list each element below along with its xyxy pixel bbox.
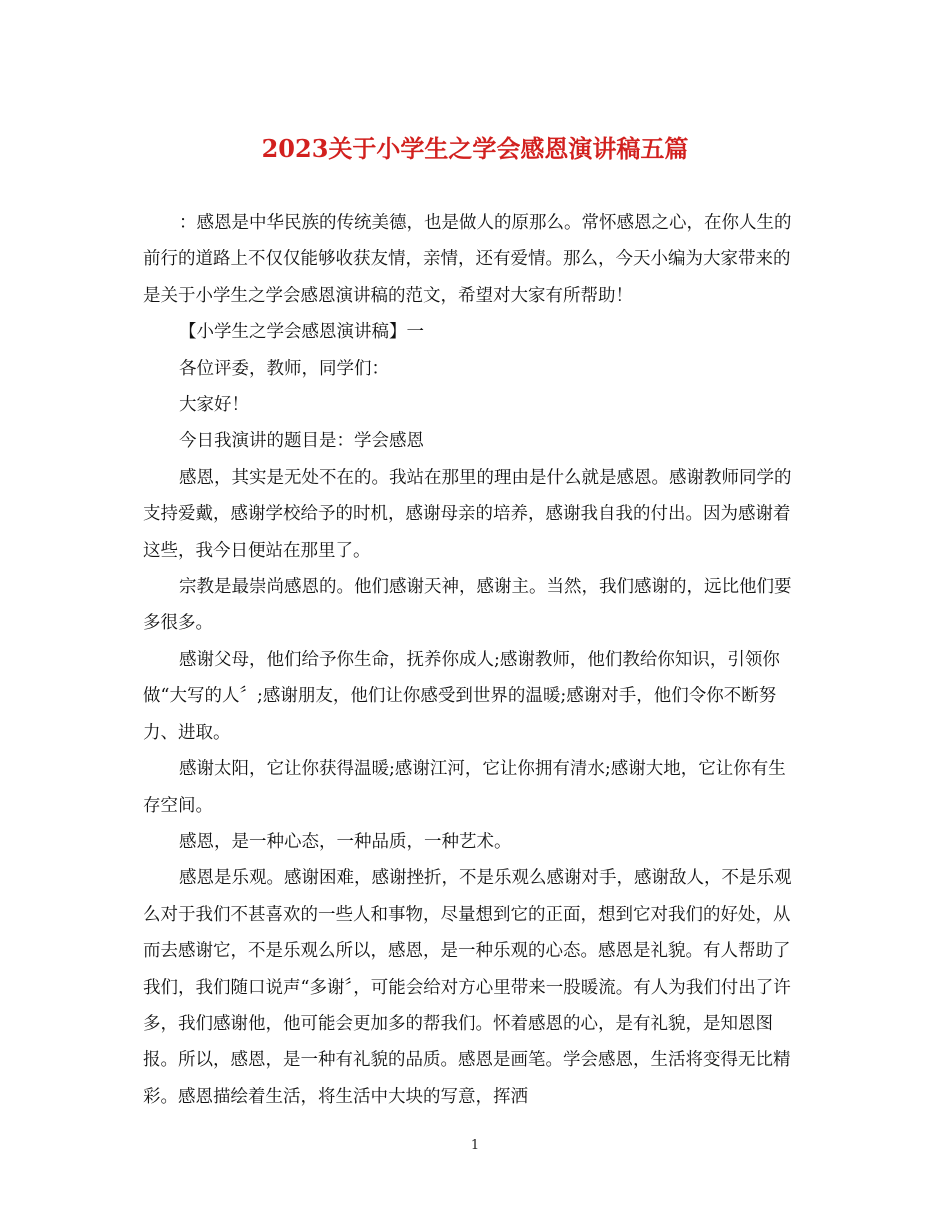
- intro-paragraph: ：感恩是中华民族的传统美德，也是做人的原那么。常怀感恩之心，在你人生的前行的道路上不仅仅能够收获友情，亲情，还有爱情。那么，今天小编为大家带来的是关于小学生之学会感恩演讲稿的范文，希望对大家有所帮助！: [143, 213, 792, 306]
- document-body: [143, 205, 803, 1115]
- body-paragraph: 感恩是乐观。感谢困难，感谢挫折，不是乐观么感谢对手，感谢敌人，不是乐观么对于我们不甚喜欢的一些人和事物，尽量想到它的正面，想到它对我们的好处，从而去感谢它，不是乐观么所以，感恩，是一种乐观的心态。感恩是礼貌。有人帮助了我们，我们随口说声“多谢〞，可能会给对方心里带来一股暖流。有人为我们付出了许多，我们感谢他，他可能会更加多的帮我们。怀着感恩的心，是有礼貌，是知恩图报。所以，感恩，是一种有礼貌的品质。感恩是画笔。学会感恩，生活将变得无比精彩。感恩描绘着生活，将生活中大块的写意，挥洒: [143, 868, 792, 1107]
- salutation: 各位评委，教师，同学们：: [179, 358, 389, 379]
- body-paragraph: 感谢太阳，它让你获得温暖;感谢江河，它让你拥有清水;感谢大地，它让你有生存空间。: [143, 759, 786, 816]
- page-number: 1: [470, 1138, 480, 1153]
- greeting: 大家好！: [179, 395, 249, 416]
- section-heading: 【小学生之学会感恩演讲稿】一: [179, 322, 424, 343]
- body-paragraph: 感恩，其实是无处不在的。我站在那里的理由是什么就是感恩。感谢教师同学的支持爱戴，感谢学校给予的时机，感谢母亲的培养，感谢我自我的付出。因为感谢着这些，我今日便站在那里了。: [143, 467, 792, 561]
- body-paragraph: 感恩，是一种心态，一种品质，一种艺术。: [179, 831, 512, 852]
- speech-topic: 今日我演讲的题目是：学会感恩: [179, 431, 424, 452]
- body-paragraph: 宗教是最崇尚感恩的。他们感谢天神，感谢主。当然，我们感谢的，远比他们要多很多。: [143, 577, 792, 634]
- body-paragraph: 感谢父母，他们给予你生命，抚养你成人;感谢教师，他们教给你知识，引领你做“大写的人〞;感谢朋友，他们让你感受到世界的温暖;感谢对手，他们令你不断努力、进取。: [143, 649, 780, 743]
- document-title: 2023关于小学生之学会感恩演讲稿五篇: [261, 134, 689, 163]
